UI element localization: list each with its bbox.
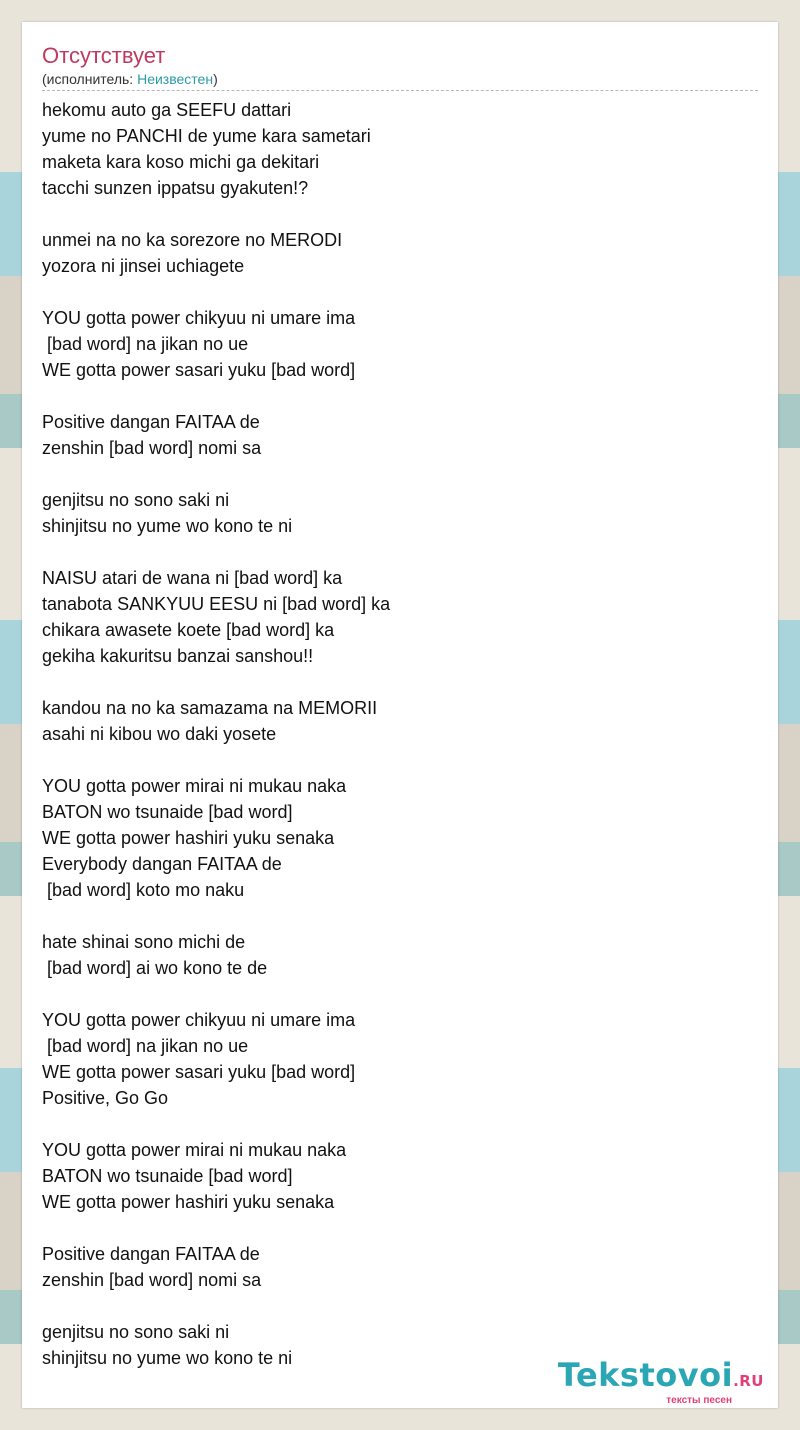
site-logo[interactable] [558, 1358, 764, 1406]
lyric-line: Everybody dangan FAITAA de [42, 854, 282, 874]
lyric-line: genjitsu no sono saki ni [42, 1322, 230, 1342]
lyric-line: shinjitsu no yume wo kono te ni [42, 1348, 293, 1368]
lyric-line [42, 383, 758, 409]
lyric-line: BATON wo tsunaide [bad word] [42, 802, 293, 822]
lyric-line [42, 903, 758, 929]
artist-suffix: ) [213, 71, 218, 87]
lyric-line: yume no PANCHI de yume kara sametari [42, 126, 371, 146]
lyric-line: YOU gotta power chikyuu ni umare ima [42, 308, 356, 328]
lyric-line: [bad word] na jikan no ue [42, 334, 249, 354]
lyrics-card [22, 22, 778, 1408]
artist-prefix: (исполнитель: [42, 71, 138, 87]
lyric-line: WE gotta power sasari yuku [bad word] [42, 1062, 356, 1082]
artist-line [42, 70, 758, 91]
lyric-line [42, 669, 758, 695]
lyric-line [42, 1293, 758, 1319]
lyric-line [42, 279, 758, 305]
lyric-line [42, 981, 758, 1007]
lyric-line: gekiha kakuritsu banzai sanshou!! [42, 646, 314, 666]
logo-tagline: тексты песен [666, 1395, 732, 1406]
lyric-line: WE gotta power hashiri yuku senaka [42, 828, 335, 848]
logo-name: Tekstovoi [557, 1356, 734, 1394]
lyric-line: chikara awasete koete [bad word] ka [42, 620, 335, 640]
lyric-line [42, 461, 758, 487]
lyric-line [42, 1111, 758, 1137]
lyric-line: YOU gotta power mirai ni mukau naka [42, 776, 347, 796]
lyric-line: genjitsu no sono saki ni [42, 490, 230, 510]
lyric-line: zenshin [bad word] nomi sa [42, 1270, 262, 1290]
lyric-line: kandou na no ka samazama na MEMORII [42, 698, 378, 718]
lyric-line: tanabota SANKYUU EESU ni [bad word] ka [42, 594, 391, 614]
lyric-line: NAISU atari de wana ni [bad word] ka [42, 568, 343, 588]
lyric-line: Positive, Go Go [42, 1088, 169, 1108]
lyric-line: zenshin [bad word] nomi sa [42, 438, 262, 458]
lyric-line: WE gotta power hashiri yuku senaka [42, 1192, 335, 1212]
lyrics-text [42, 97, 758, 1371]
logo-tld: .RU [733, 1372, 764, 1390]
lyric-line [42, 1215, 758, 1241]
lyric-line: [bad word] na jikan no ue [42, 1036, 249, 1056]
lyric-line [42, 539, 758, 565]
lyric-line: hekomu auto ga SEEFU dattari [42, 100, 292, 120]
lyric-line [42, 747, 758, 773]
lyric-line: tacchi sunzen ippatsu gyakuten!? [42, 178, 309, 198]
lyric-line: WE gotta power sasari yuku [bad word] [42, 360, 356, 380]
lyric-line: unmei na no ka sorezore no MERODI [42, 230, 343, 250]
lyric-line [42, 201, 758, 227]
lyric-line: hate shinai sono michi de [42, 932, 246, 952]
lyric-line: asahi ni kibou wo daki yosete [42, 724, 277, 744]
lyric-line: shinjitsu no yume wo kono te ni [42, 516, 293, 536]
lyric-line: Positive dangan FAITAA de [42, 1244, 260, 1264]
artist-link[interactable]: Неизвестен [137, 71, 214, 87]
lyric-line: yozora ni jinsei uchiagete [42, 256, 245, 276]
lyric-line: YOU gotta power mirai ni mukau naka [42, 1140, 347, 1160]
song-title: Отсутствует [42, 43, 166, 68]
lyric-line: Positive dangan FAITAA de [42, 412, 260, 432]
lyric-line: maketa kara koso michi ga dekitari [42, 152, 320, 172]
lyric-line: [bad word] koto mo naku [42, 880, 245, 900]
lyric-line: [bad word] ai wo kono te de [42, 958, 268, 978]
lyric-line: YOU gotta power chikyuu ni umare ima [42, 1010, 356, 1030]
lyric-line: BATON wo tsunaide [bad word] [42, 1166, 293, 1186]
